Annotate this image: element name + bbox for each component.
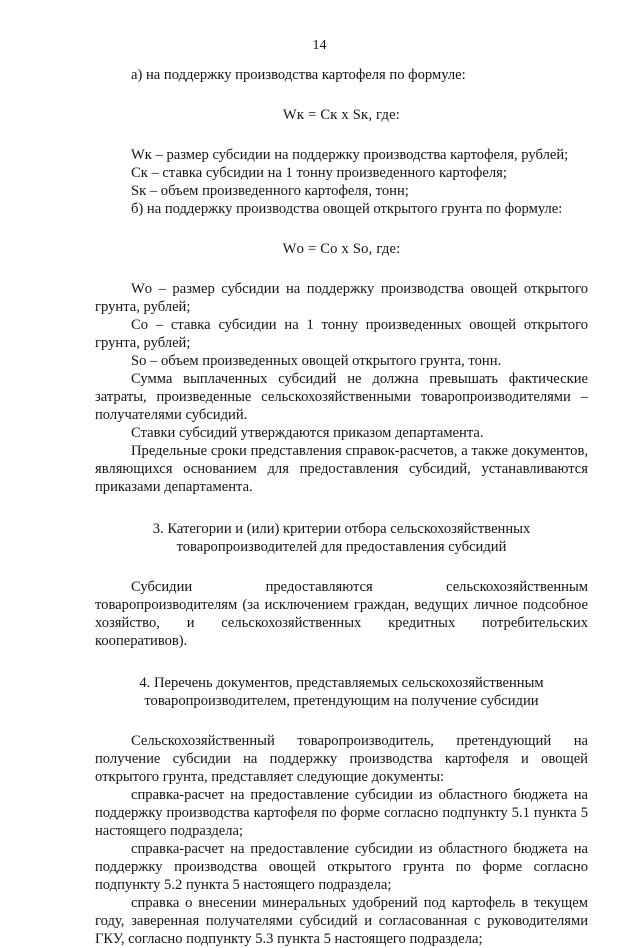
paragraph-deadlines: Предельные сроки представления справок-расчетов, а также документов, являющихся основанием для предоставления субсидий, устанавливаются приказами департамента.	[95, 443, 588, 495]
document-body	[95, 66, 588, 948]
formula-vegetable: Wо = Cо x Sо, где:	[282, 241, 401, 257]
section-heading-3: 3. Категории и (или) критерии отбора сельскохозяйственных товаропроизводителей для предоставления субсидий	[152, 521, 531, 555]
formula-potato: Wк = Cк x Sк, где:	[282, 107, 401, 123]
paragraph-subsidy-limit: Сумма выплаченных субсидий не должна превышать фактические затраты, произведенные сельскохозяйственными товаропроизводителями – получателями субсидий.	[95, 371, 588, 423]
paragraph-rates-approval: Ставки субсидий утверждаются приказом департамента.	[131, 425, 484, 441]
paragraph-vegetable-formula-intro: б) на поддержку производства овощей открытого грунта по формуле:	[131, 201, 563, 217]
list-item-potato-calculation: справка-расчет на предоставление субсидии из областного бюджета на поддержку производства картофеля по форме согласно подпункту 5.1 пункта 5 настоящего подраздела;	[95, 787, 588, 839]
paragraph-wk-definition: Wк – размер субсидии на поддержку производства картофеля, рублей;	[131, 147, 569, 163]
paragraph-documents-intro: Сельскохозяйственный товаропроизводитель, претендующий на получение субсидии на поддержку производства картофеля и овощей открытого грунта, представляет следующие документы:	[95, 733, 588, 785]
paragraph-co-definition: Cо – ставка субсидии на 1 тонну произведенных овощей открытого грунта, рублей;	[95, 317, 588, 351]
paragraph-so-definition: Sо – объем произведенных овощей открытого грунта, тонн.	[131, 353, 502, 369]
list-item-vegetable-calculation: справка-расчет на предоставление субсидии из областного бюджета на поддержку производства овощей открытого грунта по форме согласно подпункту 5.2 пункта 5 настоящего подраздела;	[95, 841, 588, 893]
section-heading-4: 4. Перечень документов, представляемых сельскохозяйственным товаропроизводителем, претендующим на получение субсидии	[139, 675, 544, 709]
paragraph-potato-formula-intro: а) на поддержку производства картофеля по формуле:	[131, 67, 466, 83]
page-number: 14	[312, 38, 327, 53]
paragraph-wo-definition: Wо – размер субсидии на поддержку производства овощей открытого грунта, рублей;	[95, 281, 588, 315]
paragraph-sk-definition: Sк – объем произведенного картофеля, тонн;	[131, 183, 409, 199]
list-item-fertilizer-certificate: справка о внесении минеральных удобрений под картофель в текущем году, заверенная получателями субсидий и согласованная с руководителями ГКУ, согласно подпункту 5.3 пункта 5 настоящего подраздела;	[95, 895, 588, 947]
paragraph-ck-definition: Cк – ставка субсидии на 1 тонну произведенного картофеля;	[131, 165, 507, 181]
paragraph-recipients: Субсидии предоставляются сельскохозяйственным товаропроизводителям (за исключением граждан, ведущих личное подсобное хозяйство, и сельскохозяйственных кредитных потребительских кооперативов).	[95, 579, 588, 649]
